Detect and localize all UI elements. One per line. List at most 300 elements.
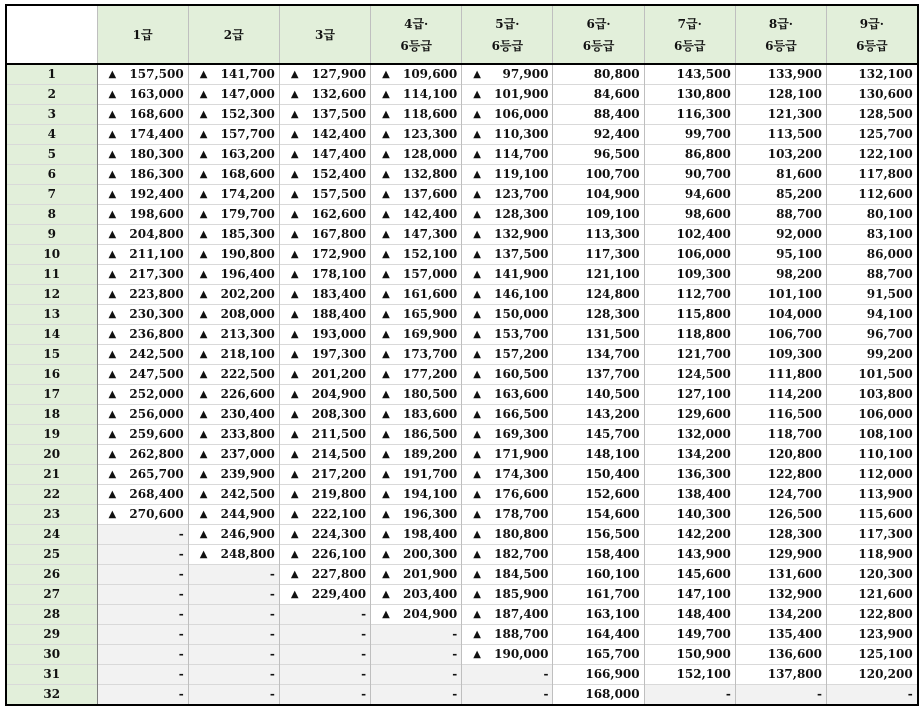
table-cell: [188, 625, 279, 645]
cell-value: 120,800: [767, 447, 822, 461]
table-cell: [97, 245, 188, 265]
table-cell: [279, 465, 370, 485]
triangle-up-icon: ▲: [290, 309, 299, 320]
cell-value: -: [178, 687, 184, 701]
cell-value: -: [178, 627, 184, 641]
table-cell: [644, 665, 735, 685]
cell-value: 117,300: [858, 527, 913, 541]
cell-value: 115,800: [676, 307, 731, 321]
table-cell: [97, 425, 188, 445]
cell-value: 150,000: [494, 307, 549, 321]
table-cell: [371, 685, 462, 706]
cell-value: 270,600: [129, 507, 184, 521]
table-row: [6, 305, 918, 325]
triangle-up-icon: ▲: [108, 169, 117, 180]
table-cell: [644, 625, 735, 645]
table-cell: [735, 645, 826, 665]
cell-value: 157,000: [402, 267, 458, 281]
table-cell: [279, 185, 370, 205]
triangle-up-icon: ▲: [382, 149, 390, 160]
table-cell: [644, 425, 735, 445]
table-cell: [371, 345, 462, 365]
table-cell: [735, 345, 826, 365]
cell-value: 127,100: [676, 387, 731, 401]
triangle-up-icon: ▲: [108, 489, 117, 500]
table-row: [6, 685, 918, 706]
triangle-up-icon: ▲: [290, 549, 299, 560]
cell-value: 80,100: [866, 207, 913, 221]
cell-value: 124,500: [676, 367, 731, 381]
triangle-up-icon: ▲: [290, 129, 299, 140]
row-number: 21: [6, 465, 97, 485]
cell-value: 166,500: [494, 407, 549, 421]
cell-value: 106,000: [494, 107, 549, 121]
table-cell: [97, 145, 188, 165]
table-cell: [735, 64, 826, 85]
cell-value: 157,500: [311, 187, 367, 201]
triangle-up-icon: ▲: [290, 109, 299, 120]
column-header-line1: 2급: [223, 27, 244, 42]
table-cell: [644, 485, 735, 505]
cell-value: 116,300: [676, 107, 731, 121]
table-cell: [371, 64, 462, 85]
triangle-up-icon: ▲: [473, 489, 481, 500]
table-row: [6, 525, 918, 545]
cell-value: 131,600: [767, 567, 822, 581]
row-number: 4: [6, 125, 97, 145]
cell-value: 211,500: [311, 427, 367, 441]
table-cell: [188, 465, 279, 485]
table-cell: [279, 325, 370, 345]
triangle-up-icon: ▲: [382, 489, 390, 500]
cell-value: 88,700: [866, 267, 913, 281]
cell-value: 169,300: [494, 427, 549, 441]
table-cell: [553, 345, 644, 365]
table-cell: [371, 425, 462, 445]
triangle-up-icon: ▲: [108, 329, 117, 340]
triangle-up-icon: ▲: [473, 369, 481, 380]
table-cell: [462, 145, 553, 165]
triangle-up-icon: ▲: [199, 329, 208, 340]
triangle-up-icon: ▲: [199, 129, 208, 140]
cell-value: 118,700: [767, 427, 822, 441]
cell-value: -: [452, 687, 458, 701]
cell-value: 204,800: [129, 227, 184, 241]
column-header-line1: 3급: [314, 27, 335, 42]
table-cell: [735, 265, 826, 285]
row-number: 32: [6, 685, 97, 706]
column-header-line2: 6등급: [856, 38, 888, 53]
cell-value: 143,500: [676, 67, 731, 81]
row-number: 30: [6, 645, 97, 665]
table-row: [6, 425, 918, 445]
cell-value: -: [543, 687, 549, 701]
triangle-up-icon: ▲: [382, 309, 390, 320]
cell-value: 223,800: [129, 287, 184, 301]
cell-value: 150,900: [676, 647, 731, 661]
triangle-up-icon: ▲: [382, 329, 390, 340]
table-cell: [188, 305, 279, 325]
cell-value: 164,400: [585, 627, 640, 641]
table-cell: [188, 345, 279, 365]
cell-value: 114,700: [494, 147, 549, 161]
table-cell: [279, 585, 370, 605]
cell-value: 138,400: [676, 487, 731, 501]
triangle-up-icon: ▲: [382, 609, 390, 620]
table-row: [6, 365, 918, 385]
cell-value: -: [361, 687, 367, 701]
row-number: 28: [6, 605, 97, 625]
triangle-up-icon: ▲: [473, 309, 481, 320]
table-row: [6, 185, 918, 205]
table-cell: [827, 265, 918, 285]
column-header-line1: 5급·: [495, 16, 520, 31]
header-corner: [6, 5, 97, 64]
table-cell: [371, 125, 462, 145]
cell-value: 152,100: [402, 247, 458, 261]
table-cell: [188, 565, 279, 585]
table-cell: [553, 265, 644, 285]
triangle-up-icon: ▲: [473, 349, 481, 360]
table-cell: [97, 405, 188, 425]
cell-value: 86,800: [684, 147, 731, 161]
table-cell: [97, 685, 188, 706]
table-cell: [462, 385, 553, 405]
triangle-up-icon: ▲: [199, 469, 208, 480]
triangle-up-icon: ▲: [382, 129, 390, 140]
cell-value: 224,300: [311, 527, 367, 541]
triangle-up-icon: ▲: [290, 229, 299, 240]
table-cell: [827, 205, 918, 225]
table-row: [6, 85, 918, 105]
table-cell: [827, 625, 918, 645]
cell-value: -: [269, 687, 275, 701]
cell-value: 248,800: [220, 547, 275, 561]
cell-value: 167,800: [311, 227, 367, 241]
table-cell: [644, 405, 735, 425]
cell-value: 190,800: [220, 247, 275, 261]
table-cell: [827, 565, 918, 585]
triangle-up-icon: ▲: [290, 249, 299, 260]
triangle-up-icon: ▲: [473, 249, 481, 260]
table-cell: [279, 125, 370, 145]
triangle-up-icon: ▲: [473, 609, 481, 620]
cell-value: 172,900: [311, 247, 367, 261]
cell-value: 184,500: [494, 567, 549, 581]
cell-value: 136,600: [767, 647, 822, 661]
triangle-up-icon: ▲: [473, 149, 481, 160]
table-cell: [462, 225, 553, 245]
table-cell: [827, 325, 918, 345]
table-cell: [827, 665, 918, 685]
cell-value: -: [178, 667, 184, 681]
triangle-up-icon: ▲: [108, 269, 117, 280]
triangle-up-icon: ▲: [473, 129, 481, 140]
table-cell: [462, 465, 553, 485]
triangle-up-icon: ▲: [108, 309, 117, 320]
cell-value: 201,900: [402, 567, 458, 581]
table-row: [6, 125, 918, 145]
cell-value: 194,100: [402, 487, 458, 501]
cell-value: 226,100: [311, 547, 367, 561]
table-cell: [735, 485, 826, 505]
cell-value: 141,700: [220, 67, 275, 81]
cell-value: 219,800: [311, 487, 367, 501]
triangle-up-icon: ▲: [199, 429, 208, 440]
table-cell: [553, 285, 644, 305]
table-cell: [644, 525, 735, 545]
triangle-up-icon: ▲: [473, 89, 481, 100]
column-header: [188, 5, 279, 64]
table-cell: [371, 505, 462, 525]
table-cell: [553, 445, 644, 465]
table-cell: [188, 365, 279, 385]
table-cell: [553, 185, 644, 205]
table-cell: [827, 145, 918, 165]
table-cell: [462, 185, 553, 205]
row-number: 2: [6, 85, 97, 105]
column-header-line1: 6급·: [586, 16, 611, 31]
triangle-up-icon: ▲: [290, 509, 299, 520]
cell-value: 152,400: [311, 167, 367, 181]
cell-value: 90,700: [684, 167, 731, 181]
cell-value: 134,200: [767, 607, 822, 621]
table-cell: [462, 265, 553, 285]
cell-value: 135,400: [767, 627, 822, 641]
table-cell: [827, 165, 918, 185]
table-cell: [371, 385, 462, 405]
table-cell: [97, 565, 188, 585]
table-cell: [279, 625, 370, 645]
table-cell: [188, 665, 279, 685]
column-header: [827, 5, 918, 64]
cell-value: 156,500: [585, 527, 640, 541]
row-number: 12: [6, 285, 97, 305]
row-number: 9: [6, 225, 97, 245]
table-cell: [827, 285, 918, 305]
table-cell: [644, 265, 735, 285]
cell-value: 208,300: [311, 407, 367, 421]
table-cell: [97, 345, 188, 365]
table-cell: [188, 605, 279, 625]
cell-value: 88,700: [776, 207, 822, 221]
table-cell: [735, 505, 826, 525]
cell-value: 217,300: [129, 267, 184, 281]
table-cell: [279, 505, 370, 525]
table-cell: [188, 145, 279, 165]
table-cell: [371, 85, 462, 105]
table-row: [6, 205, 918, 225]
cell-value: 229,400: [311, 587, 367, 601]
table-cell: [97, 105, 188, 125]
cell-value: 252,000: [129, 387, 184, 401]
cell-value: 180,800: [494, 527, 549, 541]
cell-value: 120,200: [858, 667, 913, 681]
cell-value: 222,500: [220, 367, 275, 381]
table-cell: [97, 185, 188, 205]
triangle-up-icon: ▲: [108, 349, 117, 360]
cell-value: 113,500: [767, 127, 822, 141]
table-cell: [279, 645, 370, 665]
cell-value: -: [178, 647, 184, 661]
cell-value: 121,700: [676, 347, 731, 361]
cell-value: 114,200: [767, 387, 822, 401]
triangle-up-icon: ▲: [382, 369, 390, 380]
cell-value: 109,300: [767, 347, 822, 361]
triangle-up-icon: ▲: [199, 209, 208, 220]
cell-value: 118,600: [402, 107, 458, 121]
triangle-up-icon: ▲: [382, 469, 390, 480]
row-number: 20: [6, 445, 97, 465]
cell-value: -: [817, 687, 822, 701]
table-cell: [462, 585, 553, 605]
table-row: [6, 385, 918, 405]
table-cell: [462, 345, 553, 365]
table-row: [6, 225, 918, 245]
table-row: [6, 265, 918, 285]
triangle-up-icon: ▲: [382, 189, 390, 200]
table-cell: [371, 165, 462, 185]
table-cell: [827, 85, 918, 105]
table-row: [6, 325, 918, 345]
table-cell: [97, 505, 188, 525]
table-cell: [462, 505, 553, 525]
table-cell: [553, 465, 644, 485]
cell-value: 108,100: [858, 427, 913, 441]
table-row: [6, 245, 918, 265]
cell-value: -: [269, 567, 275, 581]
table-cell: [644, 225, 735, 245]
cell-value: 179,700: [220, 207, 275, 221]
triangle-up-icon: ▲: [108, 469, 117, 480]
row-number: 5: [6, 145, 97, 165]
triangle-up-icon: ▲: [290, 189, 299, 200]
triangle-up-icon: ▲: [473, 569, 481, 580]
table-cell: [827, 465, 918, 485]
cell-value: 143,900: [676, 547, 731, 561]
cell-value: 188,700: [494, 627, 549, 641]
table-cell: [735, 245, 826, 265]
cell-value: 109,300: [676, 267, 731, 281]
table-cell: [553, 625, 644, 645]
cell-value: 174,400: [129, 127, 184, 141]
triangle-up-icon: ▲: [473, 589, 481, 600]
cell-value: 91,500: [866, 287, 913, 301]
triangle-up-icon: ▲: [382, 249, 390, 260]
triangle-up-icon: ▲: [382, 349, 390, 360]
cell-value: 268,400: [129, 487, 184, 501]
triangle-up-icon: ▲: [473, 329, 481, 340]
row-number: 17: [6, 385, 97, 405]
triangle-up-icon: ▲: [199, 369, 208, 380]
cell-value: 124,800: [585, 287, 640, 301]
row-number: 23: [6, 505, 97, 525]
table-cell: [279, 105, 370, 125]
cell-value: 104,000: [767, 307, 822, 321]
cell-value: 180,300: [129, 147, 184, 161]
cell-value: 134,700: [585, 347, 640, 361]
row-number: 13: [6, 305, 97, 325]
table-cell: [279, 305, 370, 325]
table-cell: [462, 485, 553, 505]
cell-value: -: [178, 607, 184, 621]
cell-value: 152,600: [585, 487, 640, 501]
table-cell: [553, 585, 644, 605]
cell-value: 99,700: [684, 127, 731, 141]
cell-value: 88,400: [593, 107, 640, 121]
table-row: [6, 505, 918, 525]
cell-value: 106,000: [858, 407, 913, 421]
table-cell: [279, 165, 370, 185]
cell-value: 203,400: [402, 587, 458, 601]
cell-value: 132,900: [494, 227, 549, 241]
cell-value: 98,600: [684, 207, 731, 221]
cell-value: -: [269, 627, 275, 641]
cell-value: 147,100: [676, 587, 731, 601]
triangle-up-icon: ▲: [290, 169, 299, 180]
cell-value: 137,500: [494, 247, 549, 261]
triangle-up-icon: ▲: [108, 409, 117, 420]
cell-value: 142,400: [311, 127, 367, 141]
table-cell: [97, 305, 188, 325]
table-row: [6, 545, 918, 565]
cell-value: 239,900: [220, 467, 275, 481]
table-cell: [644, 445, 735, 465]
cell-value: 137,600: [402, 187, 458, 201]
triangle-up-icon: ▲: [382, 389, 390, 400]
triangle-up-icon: ▲: [199, 109, 208, 120]
table-cell: [97, 285, 188, 305]
cell-value: 96,500: [593, 147, 640, 161]
triangle-up-icon: ▲: [473, 549, 481, 560]
triangle-up-icon: ▲: [290, 529, 299, 540]
table-cell: [553, 325, 644, 345]
triangle-up-icon: ▲: [473, 509, 481, 520]
triangle-up-icon: ▲: [473, 469, 481, 480]
table-cell: [188, 425, 279, 445]
table-row: [6, 345, 918, 365]
table-cell: [188, 205, 279, 225]
cell-value: 230,400: [220, 407, 275, 421]
table-row: [6, 485, 918, 505]
table-cell: [644, 165, 735, 185]
triangle-up-icon: ▲: [108, 189, 117, 200]
table-cell: [827, 305, 918, 325]
cell-value: -: [178, 587, 184, 601]
cell-value: 152,100: [676, 667, 731, 681]
cell-value: 106,000: [676, 247, 731, 261]
cell-value: 259,600: [129, 427, 184, 441]
table-cell: [97, 445, 188, 465]
header-row: [6, 5, 918, 64]
cell-value: 121,300: [767, 107, 822, 121]
cell-value: 145,600: [676, 567, 731, 581]
row-number: 6: [6, 165, 97, 185]
cell-value: 188,400: [311, 307, 367, 321]
table-cell: [462, 625, 553, 645]
cell-value: 180,500: [402, 387, 458, 401]
table-cell: [462, 64, 553, 85]
table-cell: [371, 145, 462, 165]
table-cell: [97, 325, 188, 345]
cell-value: 213,300: [220, 327, 275, 341]
cell-value: 182,700: [494, 547, 549, 561]
table-cell: [735, 85, 826, 105]
cell-value: 83,100: [866, 227, 913, 241]
cell-value: 163,600: [494, 387, 549, 401]
cell-value: 160,100: [585, 567, 640, 581]
cell-value: 186,300: [129, 167, 184, 181]
